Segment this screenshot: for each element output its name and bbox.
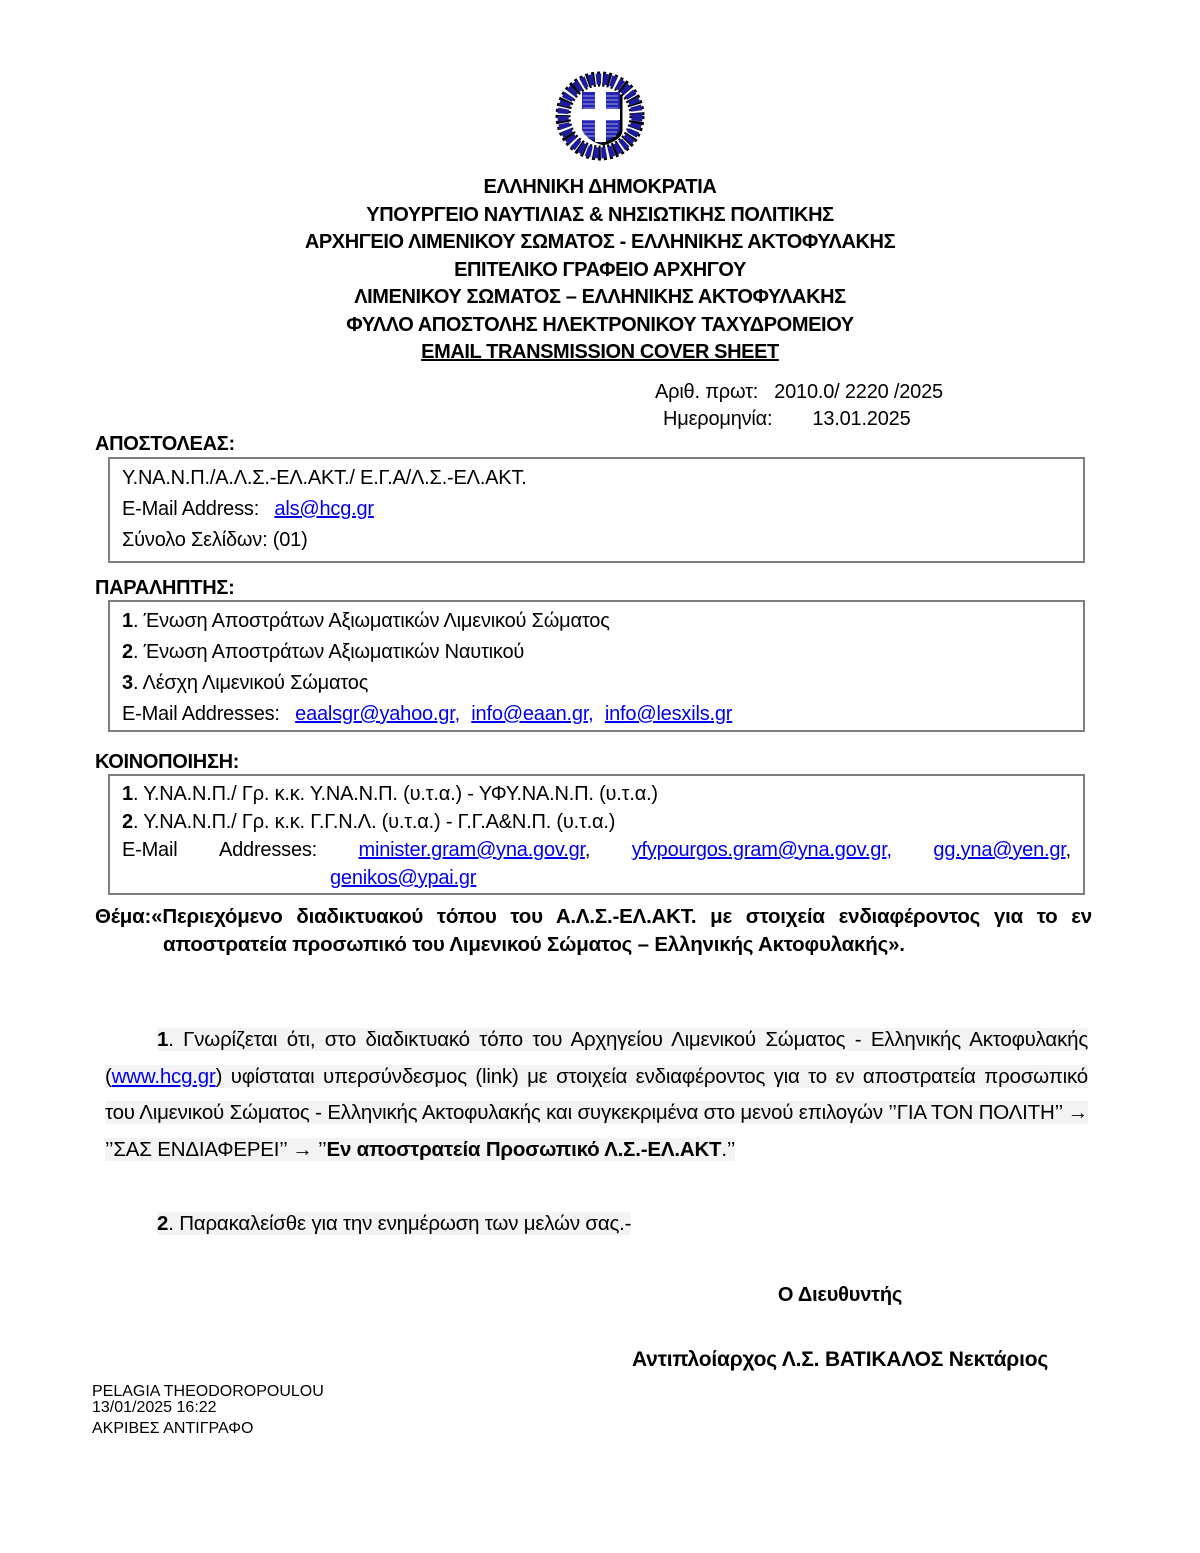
comma: , xyxy=(584,839,591,861)
recipient-item-3 xyxy=(122,668,1071,699)
protocol-value: 2010.0/ 2220 /2025 xyxy=(774,381,943,403)
para-text: .’’ xyxy=(721,1137,736,1161)
item-text: . Λέσχη Λιμενικού Σώματος xyxy=(132,672,369,694)
cc-email-seg-1 xyxy=(359,836,591,864)
sender-email-link[interactable]: als@hcg.gr xyxy=(274,498,374,520)
sender-box xyxy=(108,457,1085,563)
subject-label: Θέμα: xyxy=(95,905,152,928)
hellenic-republic-emblem-icon xyxy=(551,66,649,171)
reference-block xyxy=(655,379,1000,433)
item-text: . Υ.ΝΑ.Ν.Π./ Γρ. κ.κ. Υ.ΝΑ.Ν.Π. (υ.τ.α.) - ΥΦΥ.ΝΑ.Ν.Π. (υ.τ.α.) xyxy=(132,783,658,805)
recipient-email-link-2[interactable]: info@eaan.gr, xyxy=(471,703,594,725)
recipient-item-1 xyxy=(122,606,1071,637)
cc-email-link-2[interactable]: yfypourgos.gram@yna.gov.gr, xyxy=(631,839,892,861)
header-line-office: ΕΠΙΤΕΛΙΚΟ ΓΡΑΦΕΙΟ ΑΡΧΗΓΟΥ xyxy=(454,258,746,281)
cc-box xyxy=(108,774,1085,895)
recipient-email-label: E-Mail Addresses: xyxy=(122,703,280,725)
cc-email-row xyxy=(122,836,1071,864)
item-number: 3 xyxy=(122,672,133,694)
recipient-email-link-1[interactable]: eaalsgr@yahoo.gr, xyxy=(295,703,460,725)
header-line-hq: ΑΡΧΗΓΕΙΟ ΛΙΜΕΝΙΚΟΥ ΣΩΜΑΤΟΣ - ΕΛΛΗΝΙΚΗΣ ΑΚΤΟΦΥΛΑΚΗΣ xyxy=(304,231,896,253)
para-text: . Γνωρίζεται ότι, στο διαδικτυακό τόπο του Αρχηγείου Λιμενικού Σώματος - Ελληνικής Ακτοφυλακής ( xyxy=(105,1028,1088,1088)
cc-heading: ΚΟΙΝΟΠΟΙΗΣΗ: xyxy=(95,751,240,773)
item-text: . Ένωση Αποστράτων Αξιωματικών Ναυτικού xyxy=(132,641,525,663)
signature-role: Ο Διευθυντής xyxy=(777,1284,903,1306)
cc-item-1 xyxy=(122,780,1071,808)
document-header xyxy=(0,174,1200,367)
subject-block xyxy=(95,903,1092,959)
date-row xyxy=(655,406,1000,433)
item-text: . Υ.ΝΑ.Ν.Π./ Γρ. κ.κ. Γ.Γ.Ν.Λ. (υ.τ.α.) - Γ.Γ.Α&Ν.Π. (υ.τ.α.) xyxy=(132,811,616,833)
hcg-website-link[interactable]: www.hcg.gr xyxy=(111,1064,216,1088)
protocol-row xyxy=(655,379,1000,406)
cc-email-link-4[interactable]: genikos@ypai.gr xyxy=(330,867,477,889)
sender-heading: ΑΠΟΣΤΟΛΕΑΣ: xyxy=(95,433,235,455)
item-number: 2 xyxy=(122,641,133,663)
recipient-email-row xyxy=(122,699,1071,730)
footer-datetime: 13/01/2025 16:22 xyxy=(92,1399,217,1416)
signature-block xyxy=(580,1284,1100,1372)
header-line-ministry: ΥΠΟΥΡΓΕΙΟ ΝΑΥΤΙΛΙΑΣ & ΝΗΣΙΩΤΙΚΗΣ ΠΟΛΙΤΙΚΗΣ xyxy=(366,203,834,226)
date-value: 13.01.2025 xyxy=(812,408,911,430)
item-number: 1 xyxy=(122,783,133,805)
para-number: 2 xyxy=(157,1212,169,1235)
item-text: . Ένωση Αποστράτων Αξιωματικών Λιμενικού Σώματος xyxy=(132,610,610,632)
recipient-email-link-3[interactable]: info@lesxils.gr xyxy=(604,703,733,725)
sender-org: Υ.ΝΑ.Ν.Π./Α.Λ.Σ.-ΕΛ.ΑΚΤ./ Ε.Γ.Α/Λ.Σ.-ΕΛ.ΑΚΤ. xyxy=(122,467,527,489)
header-title-en: EMAIL TRANSMISSION COVER SHEET xyxy=(421,341,779,363)
header-line-corps: ΛΙΜΕΝΙΚΟΥ ΣΩΜΑΤΟΣ – ΕΛΛΗΝΙΚΗΣ ΑΚΤΟΦΥΛΑΚΗΣ xyxy=(354,286,846,308)
cc-email-label-a: E-Mail xyxy=(122,839,178,861)
footer-signer-name: PELAGIA THEODOROPOULOU xyxy=(92,1383,324,1397)
body-paragraph-1 xyxy=(105,1022,1088,1168)
para-number: 1 xyxy=(157,1028,169,1051)
item-number: 2 xyxy=(122,811,133,833)
cc-email-label-b: Addresses: xyxy=(218,839,318,861)
recipient-box xyxy=(108,600,1085,732)
cc-email-seg-3 xyxy=(933,836,1071,864)
sender-email-label: E-Mail Address: xyxy=(122,498,260,520)
date-label: Ημερομηνία: xyxy=(663,408,773,430)
cc-email-row-2 xyxy=(122,864,1071,892)
cc-item-2 xyxy=(122,808,1071,836)
para-bold-text: Εν αποστρατεία Προσωπικό Λ.Σ.-ΕΛ.ΑΚΤ xyxy=(326,1137,722,1161)
recipient-heading: ΠΑΡΑΛΗΠΤΗΣ: xyxy=(95,577,235,599)
header-line-republic: ΕΛΛΗΝΙΚΗ ΔΗΜΟΚΡΑΤΙΑ xyxy=(483,176,717,198)
subject-text: «Περιεχόμενο διαδικτυακού τόπου του Α.Λ.Σ.-ΕΛ.ΑΚΤ. με στοιχεία ενδιαφέροντος για το εν αποστρατεία προσωπικό του Λιμενικού Σώματος – Ελληνικής Ακτοφυλακής». xyxy=(151,905,1092,956)
signature-name: Αντιπλοίαρχος Λ.Σ. ΒΑΤΙΚΑΛΟΣ Νεκτάριος xyxy=(631,1348,1049,1371)
sender-email-row xyxy=(122,494,1071,525)
header-line-sheet-gr: ΦΥΛΛΟ ΑΠΟΣΤΟΛΗΣ ΗΛΕΚΤΡΟΝΙΚΟΥ ΤΑΧΥΔΡΟΜΕΙΟΥ xyxy=(346,313,854,336)
comma: , xyxy=(1065,839,1071,861)
footer-stamp xyxy=(92,1381,324,1439)
item-number: 1 xyxy=(122,610,133,632)
footer-certified-copy: ΑΚΡΙΒΕΣ ΑΝΤΙΓΡΑΦΟ xyxy=(92,1420,254,1437)
cc-email-link-3[interactable]: gg.yna@yen.gr xyxy=(933,839,1066,861)
sender-pages: Σύνολο Σελίδων: (01) xyxy=(122,529,308,551)
para-text: ) υφίσταται υπερσύνδεσμος (link) με στοιχεία ενδιαφέροντος για το εν αποστρατεία προσωπικό του Λιμενικού Σώματος - Ελληνικής Ακτοφυλακής και συγκεκριμένα στο μενού επιλογών ’’ΓΙΑ ΤΟΝ ΠΟΛΙΤΗ’’ → ’’ΣΑΣ ΕΝΔΙΑΦΕΡΕΙ’’ → ’’ xyxy=(105,1064,1088,1161)
recipient-item-2 xyxy=(122,637,1071,668)
body-paragraph-2 xyxy=(105,1206,1088,1243)
protocol-label: Αριθ. πρωτ: xyxy=(655,381,759,403)
cc-email-link-1[interactable]: minister.gram@yna.gov.gr xyxy=(358,839,585,861)
para-text: . Παρακαλείσθε για την ενημέρωση των μελών σας.- xyxy=(168,1212,632,1235)
